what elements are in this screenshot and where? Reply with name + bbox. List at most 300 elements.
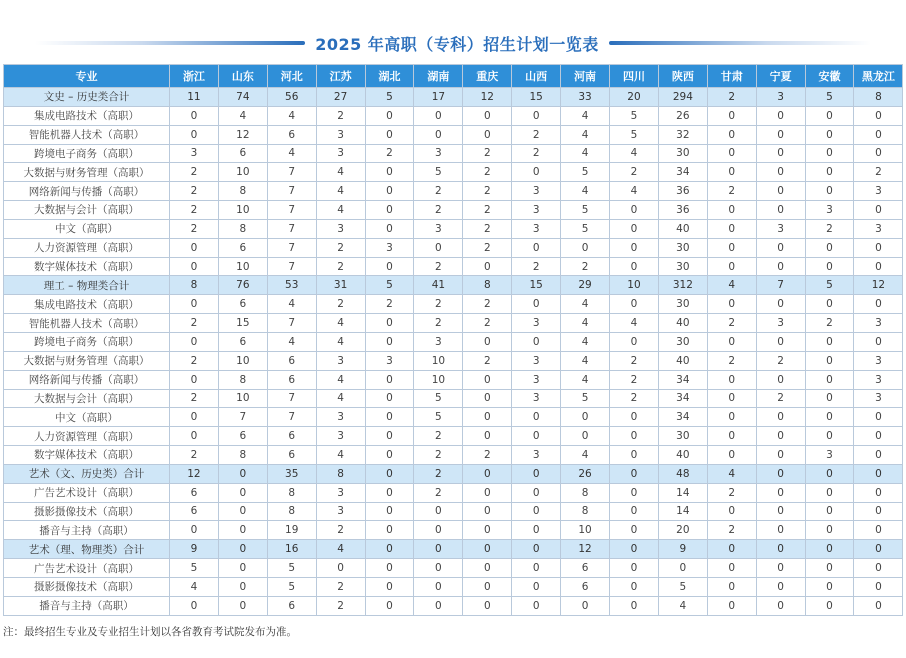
quota-cell: 2	[707, 182, 756, 201]
quota-cell: 0	[805, 427, 854, 446]
enrollment-plan-table	[3, 64, 903, 616]
quota-cell: 0	[218, 540, 267, 559]
table-row	[4, 106, 903, 125]
quota-cell: 41	[414, 276, 463, 295]
quota-cell: 0	[218, 483, 267, 502]
quota-cell: 2	[316, 106, 365, 125]
quota-cell: 2	[756, 389, 805, 408]
quota-cell: 15	[512, 88, 561, 107]
table-row	[4, 596, 903, 615]
quota-cell: 0	[756, 559, 805, 578]
quota-cell: 3	[854, 389, 903, 408]
table-row	[4, 577, 903, 596]
quota-cell: 16	[267, 540, 316, 559]
quota-cell: 5	[610, 106, 659, 125]
quota-cell: 10	[218, 163, 267, 182]
quota-cell: 0	[463, 464, 512, 483]
quota-cell: 7	[756, 276, 805, 295]
major-name-cell: 跨境电子商务（高职）	[4, 332, 170, 351]
quota-cell: 0	[512, 521, 561, 540]
table-row	[4, 351, 903, 370]
quota-cell: 0	[707, 106, 756, 125]
quota-cell: 4	[561, 106, 610, 125]
quota-cell: 0	[805, 389, 854, 408]
quota-cell: 4	[561, 125, 610, 144]
quota-cell: 0	[805, 464, 854, 483]
quota-cell: 26	[658, 106, 707, 125]
quota-cell: 0	[365, 446, 414, 465]
quota-cell: 5	[365, 276, 414, 295]
quota-cell: 7	[218, 408, 267, 427]
quota-cell: 4	[316, 370, 365, 389]
quota-cell: 0	[805, 163, 854, 182]
quota-cell: 0	[805, 502, 854, 521]
table-row	[4, 201, 903, 220]
quota-cell: 0	[365, 106, 414, 125]
quota-cell: 2	[414, 427, 463, 446]
major-name-cell: 数字媒体技术（高职）	[4, 446, 170, 465]
quota-cell: 0	[658, 559, 707, 578]
quota-cell: 4	[316, 201, 365, 220]
quota-cell: 7	[267, 201, 316, 220]
major-name-cell: 文史 – 历史类合计	[4, 88, 170, 107]
quota-cell: 0	[610, 559, 659, 578]
quota-cell: 26	[561, 464, 610, 483]
table-row	[4, 144, 903, 163]
quota-cell: 10	[414, 351, 463, 370]
quota-cell: 0	[218, 464, 267, 483]
major-name-cell: 中文（高职）	[4, 219, 170, 238]
quota-cell: 9	[170, 540, 219, 559]
footnote: 注：最终招生专业及专业招生计划以各省教育考试院发布为准。	[3, 626, 297, 638]
quota-cell: 0	[854, 238, 903, 257]
quota-cell: 2	[805, 314, 854, 333]
quota-cell: 0	[365, 125, 414, 144]
quota-cell: 0	[414, 596, 463, 615]
quota-cell: 0	[854, 257, 903, 276]
quota-cell: 0	[805, 521, 854, 540]
quota-cell: 0	[756, 577, 805, 596]
quota-cell: 3	[365, 238, 414, 257]
quota-cell: 56	[267, 88, 316, 107]
quota-cell: 4	[561, 370, 610, 389]
quota-cell: 7	[267, 389, 316, 408]
quota-cell: 11	[170, 88, 219, 107]
quota-cell: 4	[316, 540, 365, 559]
quota-cell: 0	[561, 408, 610, 427]
quota-cell: 0	[463, 125, 512, 144]
quota-cell: 0	[756, 464, 805, 483]
major-name-cell: 摄影摄像技术（高职）	[4, 577, 170, 596]
quota-cell: 0	[805, 332, 854, 351]
quota-cell: 6	[218, 295, 267, 314]
quota-cell: 0	[805, 540, 854, 559]
quota-cell: 2	[170, 219, 219, 238]
quota-cell: 3	[414, 144, 463, 163]
quota-cell: 2	[610, 163, 659, 182]
table-body	[4, 88, 903, 616]
quota-cell: 53	[267, 276, 316, 295]
column-header-province: 山西	[512, 65, 561, 88]
column-header-province: 宁夏	[756, 65, 805, 88]
quota-cell: 0	[756, 596, 805, 615]
quota-cell: 294	[658, 88, 707, 107]
quota-cell: 27	[316, 88, 365, 107]
quota-cell: 0	[512, 106, 561, 125]
quota-cell: 3	[512, 219, 561, 238]
quota-cell: 3	[756, 219, 805, 238]
quota-cell: 10	[218, 201, 267, 220]
quota-cell: 0	[170, 370, 219, 389]
quota-cell: 0	[463, 389, 512, 408]
quota-cell: 0	[756, 201, 805, 220]
quota-cell: 0	[610, 408, 659, 427]
quota-cell: 0	[805, 370, 854, 389]
quota-cell: 0	[463, 577, 512, 596]
table-row	[4, 427, 903, 446]
quota-cell: 40	[658, 219, 707, 238]
quota-cell: 2	[414, 201, 463, 220]
quota-cell: 30	[658, 238, 707, 257]
quota-cell: 34	[658, 370, 707, 389]
quota-cell: 0	[854, 427, 903, 446]
column-header-province: 河南	[561, 65, 610, 88]
quota-cell: 0	[707, 238, 756, 257]
table-row	[4, 370, 903, 389]
quota-cell: 0	[854, 464, 903, 483]
quota-cell: 3	[805, 446, 854, 465]
quota-cell: 0	[805, 483, 854, 502]
quota-cell: 8	[267, 502, 316, 521]
quota-cell: 2	[316, 238, 365, 257]
quota-cell: 35	[267, 464, 316, 483]
quota-cell: 10	[610, 276, 659, 295]
quota-cell: 0	[218, 502, 267, 521]
table-row	[4, 408, 903, 427]
quota-cell: 5	[805, 88, 854, 107]
quota-cell: 2	[707, 314, 756, 333]
quota-cell: 0	[610, 257, 659, 276]
quota-cell: 6	[170, 502, 219, 521]
quota-cell: 0	[414, 540, 463, 559]
quota-cell: 4	[267, 295, 316, 314]
quota-cell: 0	[365, 182, 414, 201]
quota-cell: 6	[561, 559, 610, 578]
quota-cell: 7	[267, 257, 316, 276]
quota-cell: 5	[267, 559, 316, 578]
quota-cell: 4	[561, 332, 610, 351]
quota-cell: 0	[756, 144, 805, 163]
quota-cell: 7	[267, 219, 316, 238]
quota-cell: 30	[658, 295, 707, 314]
quota-cell: 0	[756, 332, 805, 351]
quota-cell: 8	[316, 464, 365, 483]
quota-cell: 2	[414, 483, 463, 502]
table-row	[4, 389, 903, 408]
quota-cell: 8	[854, 88, 903, 107]
quota-cell: 4	[316, 314, 365, 333]
quota-cell: 3	[512, 201, 561, 220]
quota-cell: 0	[365, 389, 414, 408]
quota-cell: 3	[854, 351, 903, 370]
quota-cell: 0	[512, 577, 561, 596]
quota-cell: 0	[561, 238, 610, 257]
quota-cell: 0	[365, 427, 414, 446]
quota-cell: 12	[561, 540, 610, 559]
table-row	[4, 125, 903, 144]
quota-cell: 3	[805, 201, 854, 220]
quota-cell: 0	[463, 596, 512, 615]
quota-cell: 2	[707, 351, 756, 370]
quota-cell: 14	[658, 502, 707, 521]
quota-cell: 0	[365, 370, 414, 389]
quota-cell: 0	[756, 446, 805, 465]
quota-cell: 0	[707, 389, 756, 408]
quota-cell: 34	[658, 163, 707, 182]
quota-cell: 0	[414, 502, 463, 521]
quota-cell: 0	[610, 483, 659, 502]
quota-cell: 312	[658, 276, 707, 295]
quota-cell: 2	[512, 144, 561, 163]
quota-cell: 2	[463, 182, 512, 201]
quota-cell: 5	[658, 577, 707, 596]
quota-cell: 8	[218, 370, 267, 389]
quota-cell: 0	[610, 332, 659, 351]
quota-cell: 0	[610, 295, 659, 314]
quota-cell: 6	[218, 144, 267, 163]
table-row	[4, 332, 903, 351]
quota-cell: 29	[561, 276, 610, 295]
quota-cell: 0	[463, 332, 512, 351]
quota-cell: 0	[854, 540, 903, 559]
column-header-province: 甘肃	[707, 65, 756, 88]
quota-cell: 0	[756, 295, 805, 314]
quota-cell: 10	[218, 257, 267, 276]
quota-cell: 0	[854, 446, 903, 465]
quota-cell: 0	[805, 182, 854, 201]
quota-cell: 12	[170, 464, 219, 483]
quota-cell: 2	[512, 125, 561, 144]
quota-cell: 0	[365, 577, 414, 596]
major-name-cell: 智能机器人技术（高职）	[4, 314, 170, 333]
major-name-cell: 广告艺术设计（高职）	[4, 559, 170, 578]
quota-cell: 10	[218, 351, 267, 370]
quota-cell: 4	[218, 106, 267, 125]
quota-cell: 0	[414, 106, 463, 125]
quota-cell: 2	[854, 163, 903, 182]
quota-cell: 4	[316, 389, 365, 408]
column-header-province: 重庆	[463, 65, 512, 88]
quota-cell: 0	[365, 483, 414, 502]
quota-cell: 10	[561, 521, 610, 540]
quota-cell: 3	[854, 219, 903, 238]
quota-cell: 2	[170, 163, 219, 182]
quota-cell: 3	[414, 332, 463, 351]
quota-cell: 0	[756, 163, 805, 182]
quota-cell: 0	[365, 332, 414, 351]
quota-cell: 4	[316, 332, 365, 351]
major-name-cell: 集成电路技术（高职）	[4, 295, 170, 314]
major-name-cell: 理工 – 物理类合计	[4, 276, 170, 295]
quota-cell: 0	[805, 125, 854, 144]
major-name-cell: 智能机器人技术（高职）	[4, 125, 170, 144]
quota-cell: 0	[512, 502, 561, 521]
quota-cell: 0	[512, 559, 561, 578]
quota-cell: 0	[805, 408, 854, 427]
quota-cell: 31	[316, 276, 365, 295]
quota-cell: 2	[170, 351, 219, 370]
quota-cell: 7	[267, 163, 316, 182]
quota-cell: 0	[365, 257, 414, 276]
major-name-cell: 大数据与会计（高职）	[4, 201, 170, 220]
quota-cell: 6	[267, 446, 316, 465]
quota-cell: 3	[316, 427, 365, 446]
quota-cell: 0	[170, 257, 219, 276]
quota-cell: 3	[365, 351, 414, 370]
quota-cell: 2	[707, 483, 756, 502]
quota-cell: 30	[658, 332, 707, 351]
quota-cell: 0	[610, 596, 659, 615]
quota-cell: 36	[658, 201, 707, 220]
quota-cell: 3	[512, 446, 561, 465]
major-name-cell: 网络新闻与传播（高职）	[4, 182, 170, 201]
quota-cell: 0	[756, 408, 805, 427]
quota-cell: 2	[170, 389, 219, 408]
quota-cell: 4	[610, 144, 659, 163]
column-header-province: 河北	[267, 65, 316, 88]
quota-cell: 0	[707, 370, 756, 389]
quota-cell: 0	[707, 257, 756, 276]
quota-cell: 0	[512, 596, 561, 615]
quota-cell: 0	[756, 370, 805, 389]
quota-cell: 2	[170, 201, 219, 220]
quota-cell: 3	[756, 314, 805, 333]
quota-cell: 0	[707, 332, 756, 351]
quota-cell: 0	[414, 577, 463, 596]
quota-cell: 0	[756, 521, 805, 540]
quota-cell: 2	[463, 219, 512, 238]
quota-cell: 0	[463, 483, 512, 502]
quota-cell: 4	[561, 295, 610, 314]
quota-cell: 0	[610, 238, 659, 257]
quota-cell: 10	[414, 370, 463, 389]
quota-cell: 8	[463, 276, 512, 295]
quota-cell: 0	[561, 596, 610, 615]
quota-cell: 2	[610, 351, 659, 370]
quota-cell: 30	[658, 427, 707, 446]
quota-cell: 0	[805, 577, 854, 596]
quota-cell: 8	[218, 219, 267, 238]
quota-cell: 8	[561, 483, 610, 502]
quota-cell: 0	[610, 219, 659, 238]
quota-cell: 0	[707, 446, 756, 465]
quota-cell: 4	[267, 106, 316, 125]
quota-cell: 36	[658, 182, 707, 201]
major-name-cell: 艺术（文、历史类）合计	[4, 464, 170, 483]
quota-cell: 0	[756, 483, 805, 502]
quota-cell: 74	[218, 88, 267, 107]
quota-cell: 0	[218, 577, 267, 596]
quota-cell: 0	[610, 521, 659, 540]
quota-cell: 0	[707, 295, 756, 314]
quota-cell: 0	[610, 540, 659, 559]
quota-cell: 2	[756, 351, 805, 370]
quota-cell: 5	[414, 389, 463, 408]
quota-cell: 0	[805, 295, 854, 314]
quota-cell: 2	[463, 144, 512, 163]
quota-cell: 2	[365, 295, 414, 314]
quota-cell: 48	[658, 464, 707, 483]
quota-cell: 2	[463, 163, 512, 182]
quota-cell: 0	[707, 540, 756, 559]
quota-cell: 0	[707, 427, 756, 446]
quota-cell: 20	[658, 521, 707, 540]
quota-cell: 3	[414, 219, 463, 238]
quota-cell: 6	[267, 370, 316, 389]
quota-cell: 5	[561, 201, 610, 220]
quota-cell: 3	[512, 314, 561, 333]
major-name-cell: 人力资源管理（高职）	[4, 427, 170, 446]
quota-cell: 0	[756, 502, 805, 521]
quota-cell: 0	[365, 163, 414, 182]
quota-cell: 0	[463, 521, 512, 540]
quota-cell: 3	[512, 182, 561, 201]
quota-cell: 0	[512, 540, 561, 559]
quota-cell: 0	[610, 427, 659, 446]
quota-cell: 2	[316, 577, 365, 596]
title-bar	[0, 30, 906, 56]
quota-cell: 76	[218, 276, 267, 295]
quota-cell: 3	[316, 408, 365, 427]
major-name-cell: 大数据与财务管理（高职）	[4, 351, 170, 370]
subtotal-row	[4, 276, 903, 295]
quota-cell: 0	[805, 596, 854, 615]
quota-cell: 0	[756, 427, 805, 446]
quota-cell: 0	[365, 464, 414, 483]
quota-cell: 0	[854, 577, 903, 596]
quota-cell: 2	[610, 370, 659, 389]
quota-cell: 0	[512, 483, 561, 502]
quota-cell: 6	[218, 332, 267, 351]
quota-cell: 3	[512, 389, 561, 408]
quota-cell: 3	[512, 351, 561, 370]
quota-cell: 0	[414, 238, 463, 257]
quota-cell: 0	[463, 559, 512, 578]
table-row	[4, 163, 903, 182]
quota-cell: 0	[805, 144, 854, 163]
quota-cell: 4	[658, 596, 707, 615]
quota-cell: 4	[316, 182, 365, 201]
quota-cell: 2	[414, 314, 463, 333]
quota-cell: 2	[170, 446, 219, 465]
quota-cell: 4	[561, 314, 610, 333]
table-row	[4, 483, 903, 502]
major-name-cell: 大数据与会计（高职）	[4, 389, 170, 408]
quota-cell: 0	[854, 125, 903, 144]
quota-cell: 0	[805, 106, 854, 125]
quota-cell: 0	[512, 238, 561, 257]
quota-cell: 0	[805, 559, 854, 578]
quota-cell: 3	[316, 125, 365, 144]
quota-cell: 33	[561, 88, 610, 107]
table-row	[4, 521, 903, 540]
quota-cell: 2	[561, 257, 610, 276]
quota-cell: 2	[463, 314, 512, 333]
quota-cell: 0	[854, 144, 903, 163]
major-name-cell: 大数据与财务管理（高职）	[4, 163, 170, 182]
page-title: 2025 年高职（专科）招生计划一览表	[315, 34, 599, 54]
quota-cell: 2	[414, 182, 463, 201]
